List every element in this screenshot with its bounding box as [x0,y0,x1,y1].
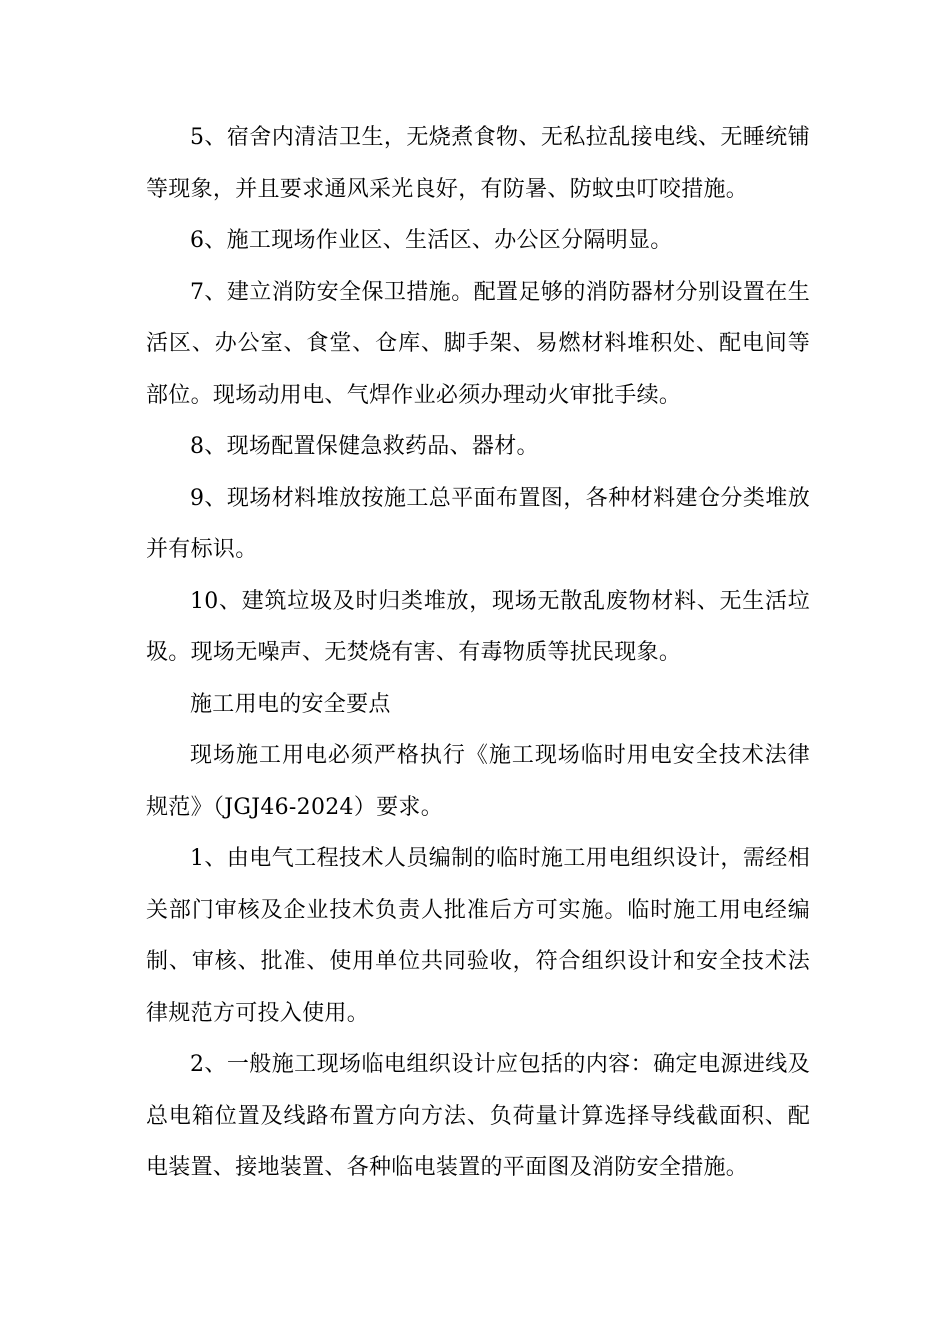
paragraph-item-9-materials: 9、现场材料堆放按施工总平面布置图，各种材料建仓分类堆放并有标识。 [146,485,810,562]
paragraph-item-10-waste: 10、建筑垃圾及时归类堆放，现场无散乱废物材料、无生活垃圾。现场无噪声、无焚烧有害、有毒物质等扰民现象。 [146,588,810,665]
document-body [146,112,810,1194]
paragraph-standard-requirement: 现场施工用电必须严格执行《施工现场临时用电安全技术法律规范》（JGJ46-2024）要求。 [146,743,810,820]
paragraph-item-7-fire-safety: 7、建立消防安全保卫措施。配置足够的消防器材分别设置在生活区、办公室、食堂、仓库、脚手架、易燃材料堆积处、配电间等部位。现场动用电、气焊作业必须办理动火审批手续。 [146,279,810,408]
paragraph-item-6-zones: 6、施工现场作业区、生活区、办公区分隔明显。 [190,228,673,253]
paragraph-item-1-design-approval: 1、由电气工程技术人员编制的临时施工用电组织设计，需经相关部门审核及企业技术负责人批准后方可实施。临时施工用电经编制、审核、批准、使用单位共同验收，符合组织设计和安全技术法律规范方可投入使用。 [146,846,810,1026]
paragraph-item-8-first-aid: 8、现场配置保健急救药品、器材。 [190,434,539,459]
paragraph-item-2-design-contents: 2、一般施工现场临电组织设计应包括的内容：确定电源进线及总电箱位置及线路布置方向方法、负荷量计算选择导线截面积、配电装置、接地装置、各种临电装置的平面图及消防安全措施。 [146,1052,810,1180]
section-heading-electrical-safety: 施工用电的安全要点 [190,691,391,717]
paragraph-item-5-dormitory: 5、宿舍内清洁卫生，无烧煮食物、无私拉乱接电线、无睡统铺等现象，并且要求通风采光良好，有防暑、防蚊虫叮咬措施。 [146,125,810,202]
